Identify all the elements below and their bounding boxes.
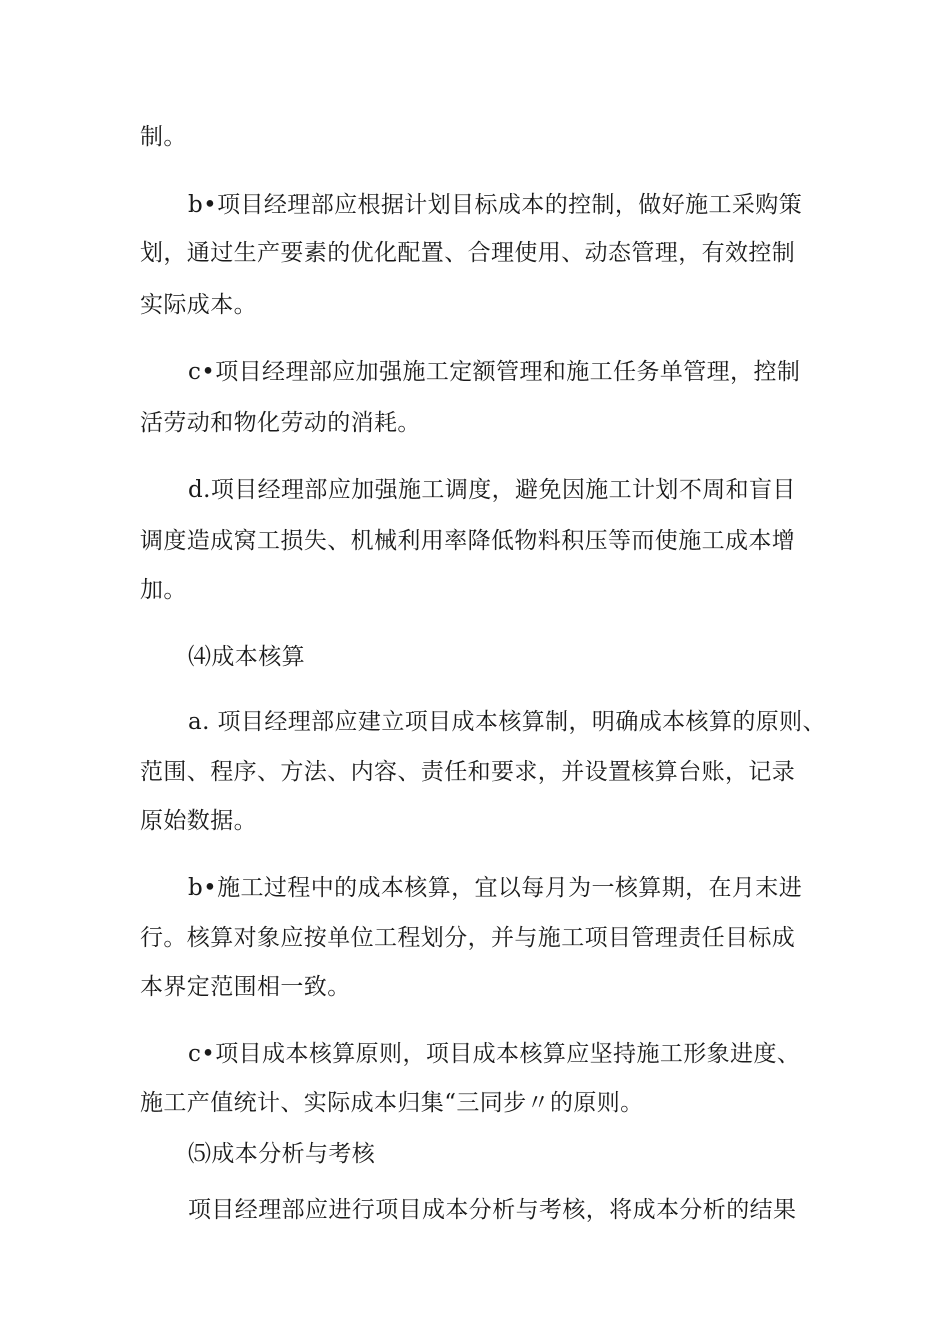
text-line: b•施工过程中的成本核算，宜以每月为一核算期，在月末进 [188,875,803,901]
text-line: 实际成本。 [140,292,257,318]
text-line: 制。 [140,124,187,150]
text-line: d.项目经理部应加强施工调度，避免因施工计划不周和盲目 [188,477,796,503]
section-heading: ⑷成本核算 [188,644,305,670]
text-line: c•项目成本核算原则，项目成本核算应坚持施工形象进度、 [188,1041,801,1067]
text-line: 加。 [140,577,187,603]
text-line: 施工产值统计、实际成本归集“三同步〃的原则。 [140,1090,644,1116]
text-line: b•项目经理部应根据计划目标成本的控制，做好施工采购策 [188,192,803,218]
section-heading: ⑸成本分析与考核 [188,1141,376,1167]
text-line: 项目经理部应进行项目成本分析与考核，将成本分析的结果 [188,1197,797,1223]
text-line: 范围、程序、方法、内容、责任和要求，并设置核算台账，记录 [140,759,796,785]
text-line: 行。核算对象应按单位工程划分，并与施工项目管理责任目标成 [140,925,796,951]
text-line: 活劳动和物化劳动的消耗。 [140,410,421,436]
text-line: 调度造成窝工损失、机械利用率降低物料积压等而使施工成本增 [140,528,796,554]
text-line: c•项目经理部应加强施工定额管理和施工任务单管理，控制 [188,359,801,385]
text-line: 原始数据。 [140,808,257,834]
text-line: a. 项目经理部应建立项目成本核算制，明确成本核算的原则、 [188,709,826,735]
text-line: 划，通过生产要素的优化配置、合理使用、动态管理，有效控制 [140,240,796,266]
text-line: 本界定范围相一致。 [140,974,351,1000]
